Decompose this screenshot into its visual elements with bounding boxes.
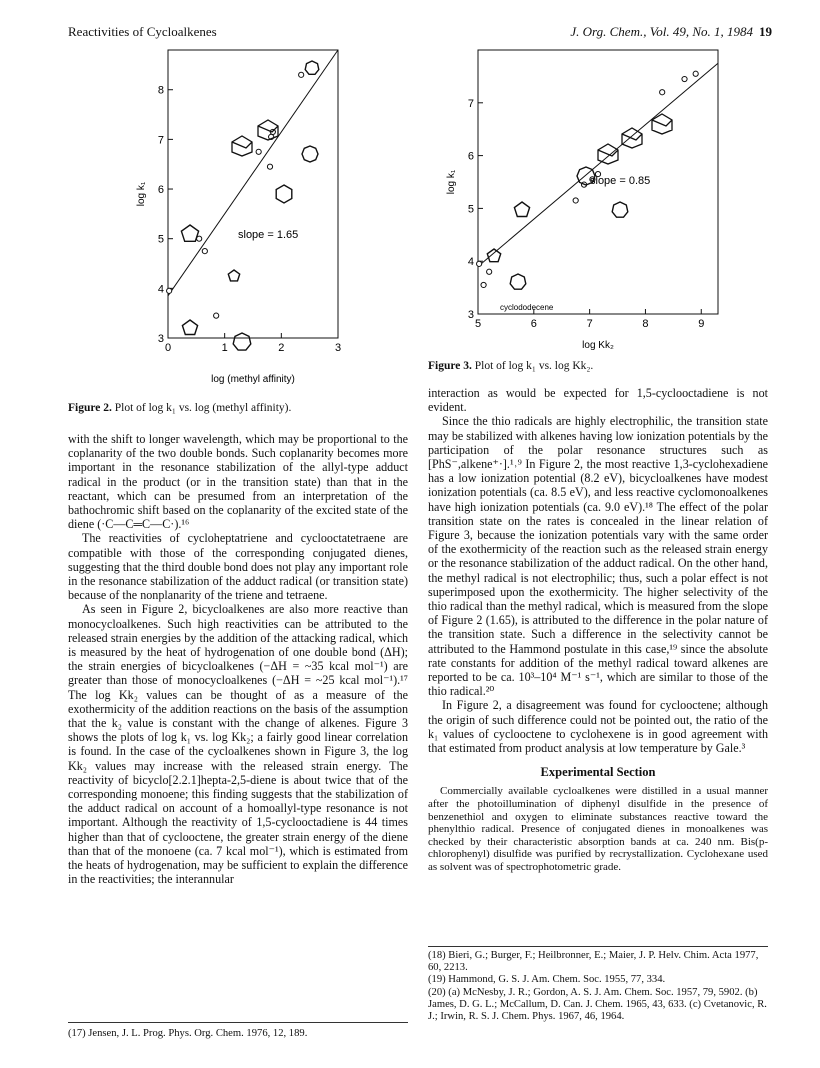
y-tick-label: 5 bbox=[157, 233, 164, 246]
references-rule bbox=[428, 946, 768, 947]
data-point bbox=[660, 90, 665, 95]
cycloalkene-structure-icon bbox=[182, 320, 197, 335]
x-axis-label: log (methyl affinity) bbox=[211, 374, 295, 385]
right-column bbox=[428, 386, 768, 874]
x-tick-label: 3 bbox=[334, 342, 342, 354]
plot-frame bbox=[168, 50, 338, 338]
slope-annotation: slope = 0.85 bbox=[590, 175, 651, 187]
experimental-text: Commercially available cycloalkenes were distilled in a usual manner after the photoillumination of diphenyl disulfide in the presence of benzenethiol and oxygen to eliminate substances reactive toward the phenylthio radical. Presence of conjugated dienes in monoalkenes was checked by their characteristic absorption bands at ca. 240 nm. Bis(p-chlorophenyl) disulfide was purified by recrystallization. Cyclohexane used as solvent was of spectrophotometric grade. bbox=[428, 785, 768, 874]
running-header-journal bbox=[570, 24, 772, 40]
figure-2-chart bbox=[130, 42, 370, 392]
left-column bbox=[68, 432, 408, 887]
cycloalkene-structure-icon bbox=[276, 185, 292, 203]
y-tick-label: 8 bbox=[157, 84, 164, 97]
y-tick-label: 4 bbox=[157, 283, 164, 296]
figure-2-caption bbox=[68, 402, 408, 415]
y-tick-label: 4 bbox=[467, 256, 474, 269]
cycloalkene-structure-icon bbox=[612, 202, 628, 217]
fit-line bbox=[478, 63, 718, 266]
data-point bbox=[299, 72, 304, 77]
reference-19: (19) Hammond, G. S. J. Am. Chem. Soc. 1955, 77, 334. bbox=[428, 974, 666, 986]
data-point bbox=[167, 288, 172, 293]
y-axis-label: log k₁ bbox=[136, 181, 147, 207]
x-tick-label: 6 bbox=[530, 318, 537, 330]
x-tick-label: 5 bbox=[474, 318, 482, 330]
data-point bbox=[573, 198, 578, 203]
x-tick-label: 9 bbox=[698, 318, 705, 330]
fit-line bbox=[168, 50, 338, 296]
cycloalkene-structure-icon bbox=[305, 61, 319, 74]
data-point bbox=[682, 76, 687, 81]
x-tick-label: 7 bbox=[586, 318, 593, 330]
figure-3-caption bbox=[428, 360, 768, 373]
figure-3-caption-text: Plot of log k₁ vs. log Kk₂. bbox=[474, 360, 594, 372]
data-point bbox=[202, 249, 207, 254]
running-header-title: Reactivities of Cycloalkenes bbox=[68, 24, 217, 39]
cycloalkene-structure-icon bbox=[514, 202, 529, 217]
footnote-rule bbox=[68, 1022, 408, 1023]
figure-3-label: Figure 3. bbox=[428, 360, 472, 372]
cycloalkene-structure-icon bbox=[302, 146, 318, 162]
y-tick-label: 6 bbox=[157, 184, 164, 197]
reference-18: (18) Bieri, G.; Burger, F.; Heilbronner, E.; Maier, J. P. Helv. Chim. Acta 1977, 60, 2213. bbox=[428, 950, 759, 974]
y-tick-label: 7 bbox=[467, 97, 474, 110]
y-tick-label: 5 bbox=[467, 203, 474, 216]
cycloalkene-structure-icon bbox=[181, 225, 198, 241]
data-point bbox=[487, 269, 492, 274]
figure-2-label: Figure 2. bbox=[68, 402, 112, 414]
paragraph: Since the thio radicals are highly electrophilic, the transition state may be stabilized with alkenes having low ionization potentials by the participation of the polar resonance structures such as [PhS⁻,alkene⁺·].¹˒⁹ In Figure 2, the most reactive 1,3-cyclohexadiene has a low ionization potential (8.2 eV), bicycloalkenes have modest ionization potentials (ca. 8.5 eV), and less reactive cyclomonoalkenes have high ionization potentials (ca. 9.0 eV).¹⁸ The effect of the polar transition state on the rates is concealed in the linear relation of Figure 3, because the ionization potentials vary with the same order of the exothermicity of the reaction such as the released strain energy or the resonance stabilization of the adduct radical. On the other hand, the methyl radical is not electrophilic; thus, such a polar effect is not superimposed upon the exothermicity. The higher selectivity of the thio radical than the methyl radical, which is measured from the slope of Figure 2 (1.65), is attributed to the difference in the polar nature of the transition state. Such a difference in the selectivity cannot be attributed to the Hammond postulate in this case,¹⁹ since the absolute rate constants for addition of the methyl radical toward alkenes are reported to be ca. 10³–10⁴ M⁻¹ s⁻¹, which are similar to those of the thio radical.²⁰ bbox=[428, 414, 768, 699]
y-tick-label: 7 bbox=[157, 134, 164, 147]
paragraph: The reactivities of cycloheptatriene and cyclooctatetraene are compatible with those of the corresponding conjugated dienes, suggesting that the third double bond does not play any important role in the resonance stabilization of the adduct radical (or transition state) because of the nonplanarity of the triene and tetraene. bbox=[68, 531, 408, 603]
bicycloalkene-structure-icon bbox=[622, 128, 642, 148]
paragraph: with the shift to longer wavelength, which may be proportional to the coplanarity of the two double bonds. Such coplanarity becomes more important in the resonance stabilization of the allyl-type adduct radical in the product (or in the transition state) than that in the reactant, which can be presumed from an interpretation of the bathochromic shift based on the coplanarity of the excited state of the diene (·C—C═C—C·).¹⁶ bbox=[68, 432, 408, 532]
y-tick-label: 3 bbox=[157, 333, 164, 345]
bicycloalkene-structure-icon bbox=[598, 144, 618, 164]
x-tick-label: 0 bbox=[164, 342, 172, 354]
cycloalkene-structure-icon bbox=[233, 333, 251, 350]
data-point bbox=[693, 71, 698, 76]
cycloalkene-structure-icon bbox=[487, 249, 500, 262]
x-tick-label: 2 bbox=[278, 342, 285, 354]
cyclododecene-label: cyclododecene bbox=[500, 303, 554, 312]
data-point bbox=[256, 149, 261, 154]
paragraph: In Figure 2, a disagreement was found for cyclooctene; although the origin of such difference could not be pointed out, the ratio of the k₁ values of cyclooctene to cyclohexene is in good agreement with that estimated from product analysis at low temperature by Gale.³ bbox=[428, 698, 768, 756]
data-point bbox=[214, 313, 219, 318]
reference-20: (20) (a) McNesby, J. R.; Gordon, A. S. J. Am. Chem. Soc. 1957, 79, 5902. (b) James, D. G. L.; McCallum, D. Can. J. Chem. 1965, 43, 633. (c) Cvetanovic, R. J.; Irwin, R. S. J. Chem. Phys. 1967, 46, 1964. bbox=[428, 986, 767, 1023]
footnote-17: (17) Jensen, J. L. Prog. Phys. Org. Chem. 1976, 12, 189. bbox=[68, 1028, 308, 1039]
cycloalkene-structure-icon bbox=[510, 274, 526, 289]
section-title: Experimental Section bbox=[540, 765, 656, 780]
page-number: 19 bbox=[759, 24, 772, 39]
y-tick-label: 3 bbox=[467, 309, 474, 321]
references bbox=[428, 950, 768, 1023]
x-tick-label: 8 bbox=[642, 318, 649, 330]
x-tick-label: 1 bbox=[221, 342, 228, 354]
figure-3-chart bbox=[440, 42, 730, 360]
paragraph: As seen in Figure 2, bicycloalkenes are also more reactive than monocycloalkenes. Such high reactivities can be attributed to the released strain energies by the addition of the attacking radical, which is measured by the heat of hydrogenation of one double bond (ΔH); the strain energies of bicycloalkenes (−ΔH = ~35 kcal mol⁻¹) are greater than those of monocycloalkenes (−ΔH = ~25 kcal mol⁻¹).¹⁷ The log Kk₂ values can be thought of as a measure of the exothermicity of the addition reactions on the basis of the assumption that the k₂ value is constant with the change of alkenes. Figure 3 shows the plots of log k₁ vs. log Kk₂; a fairly good linear correlation is found. In the case of the cycloalkenes shown in Figure 3, the log Kk₂ values may increase with the released strain energy. The reactivity of bicyclo[2.2.1]hepta-2,5-diene is about twice that of the corresponding monoene; this finding suggests that the stabilization of the adduct radical on account of a homoallyl-type resonance is not important. Although the reactivity of 1,5-cyclooctadiene is 44 times higher than that of cyclooctene, the greater strain energy of the diene than that of the monoene (ca. 7 kcal mol⁻¹), which is estimated from the heats of hydrogenation, may be sufficient to explain the difference in the reactivities; the interannular bbox=[68, 602, 408, 887]
data-point bbox=[481, 282, 486, 287]
bicycloalkene-structure-icon bbox=[232, 136, 252, 156]
journal-citation: J. Org. Chem., Vol. 49, No. 1, 1984 bbox=[570, 24, 753, 39]
paragraph: interaction as would be expected for 1,5-cyclooctadiene is not evident. bbox=[428, 386, 768, 415]
figure-2-caption-text: Plot of log k₁ vs. log (methyl affinity). bbox=[114, 402, 292, 414]
data-point bbox=[477, 261, 482, 266]
cycloalkene-structure-icon bbox=[228, 270, 239, 281]
y-axis-label: log k₁ bbox=[446, 169, 457, 195]
slope-annotation: slope = 1.65 bbox=[238, 229, 299, 241]
x-axis-label: log Kk₂ bbox=[582, 340, 614, 351]
y-tick-label: 6 bbox=[467, 150, 474, 163]
data-point bbox=[267, 164, 272, 169]
